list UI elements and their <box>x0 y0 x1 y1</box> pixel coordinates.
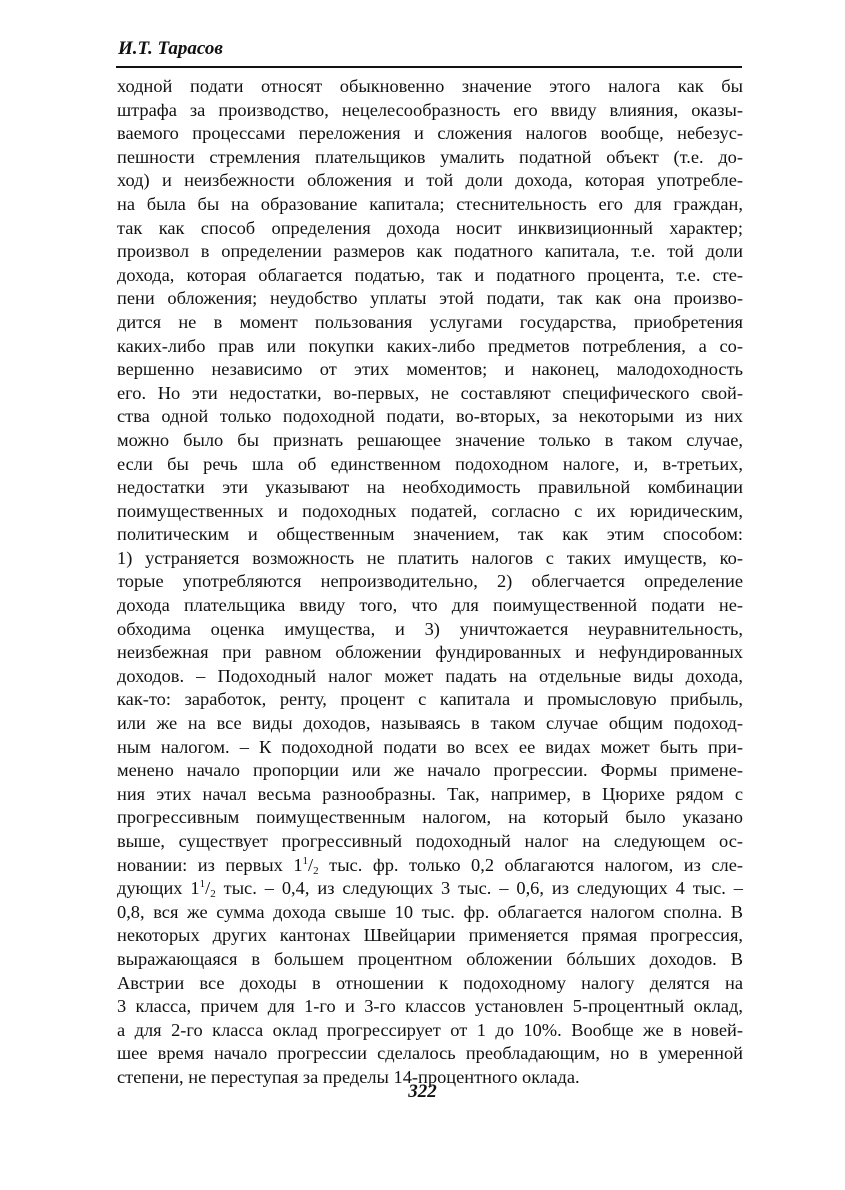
fraction-1-denominator: 2 <box>313 864 319 877</box>
text-line: каких-либо прав или покупки каких-либо предметов потребления, а со- <box>117 335 743 356</box>
text-line: дохода плательщика ввиду того, что для поимущественной подати не- <box>117 595 743 616</box>
text-line: политическим и общественным значением, так как этим способом: <box>117 524 743 545</box>
text-line: обходима оценка имущества, и 3) уничтожается неуравнительность, <box>117 618 743 639</box>
page-number: 322 <box>408 1081 437 1102</box>
text-line: прогрессивным поимущественным налогом, на который было указано <box>117 807 743 828</box>
text-line: на была бы на образование капитала; стеснительность его для граждан, <box>117 193 743 214</box>
fraction-1-after: тыс. фр. только 0,2 облагаются налогом, из сле- <box>318 854 743 875</box>
fraction-2-before: дующих 1 <box>117 878 200 899</box>
text-line: ства одной только подоходной подати, во-вторых, за некоторыми из них <box>117 406 743 427</box>
text-line: торые употребляются непроизводительно, 2) облегчается определение <box>117 571 743 592</box>
text-line: выше, существует прогрессивный подоходный налог на следующем ос- <box>117 831 743 851</box>
text-line: или же на все виды доходов, называясь в таком случае общим подоход- <box>117 713 743 734</box>
text-line: как-то: заработок, ренту, процент с капитала и промысловую прибыль, <box>117 689 743 710</box>
text-line: его. Но эти недостатки, во-первых, не составляют специфического свой- <box>117 382 743 403</box>
text-line: ходной подати относят обыкновенно значение этого налога как бы <box>117 76 743 96</box>
text-line: 1) устраняется возможность не платить налогов с таких имуществ, ко- <box>117 547 743 568</box>
text-line: поимущественных и подоходных податей, согласно с их юридическим, <box>117 500 743 521</box>
body-text <box>117 75 743 1090</box>
text-line: пени обложения; неудобство уплаты этой подати, так как она произво- <box>117 288 743 309</box>
body-lines-bottom <box>117 901 743 1090</box>
running-header-author: И.Т. Тарасов <box>118 38 223 59</box>
text-line: 3 класса, причем для 1-го и 3-го классов установлен 5-процентный оклад, <box>117 996 743 1017</box>
text-line: менено начало пропорции или же начало прогрессии. Формы примене- <box>117 760 743 781</box>
text-line: штрафа за производство, нецелесообразность его ввиду влияния, оказы- <box>117 99 743 120</box>
text-line: некоторых других кантонах Швейцарии применяется прямая прогрессия, <box>117 925 743 946</box>
text-line-fraction-2: дующих $1^1/_2$ тыс. – 0,4, из следующих 3 тыс. – 0,6, из следующих 4 тыс. – <box>117 878 743 901</box>
text-line: ным налогом. – К подоходной подати во всех ее видах может быть при- <box>117 736 743 757</box>
header-rule <box>116 66 742 68</box>
text-line: произвол в определении размеров как податного капитала, т.е. той доли <box>117 241 743 262</box>
text-line: выражающаяся в большем процентном обложении бóльших доходов. В <box>117 948 743 969</box>
text-line: дится не в момент пользования услугами государства, приобретения <box>117 311 743 332</box>
text-line: степени, не переступая за пределы 14-процентного оклада. <box>117 1066 580 1087</box>
fraction-2-numerator: 1 <box>199 878 206 891</box>
fraction-1-numerator: 1 <box>302 854 309 867</box>
text-line: если бы речь шла об единственном подоходном налоге, и, в-третьих, <box>117 453 743 474</box>
text-line: так как способ определения дохода носит инквизиционный характер; <box>117 217 743 238</box>
text-line: 0,8, вся же сумма дохода свыше 10 тыс. фр. облагается налогом сполна. В <box>117 901 743 922</box>
text-line: шее время начало прогрессии сделалось преобладающим, но в умеренной <box>117 1043 743 1064</box>
text-line: ваемого процессами переложения и сложения налогов вообще, небезус- <box>117 123 743 144</box>
text-line: недостатки эти указывают на необходимость правильной комбинации <box>117 477 743 498</box>
fraction-2-denominator: 2 <box>210 888 216 901</box>
text-line: неизбежная при равном обложении фундированных и нефундированных <box>117 642 743 663</box>
text-line-fraction-1: новании: из первых $1^1/_2$ тыс. фр. только 0,2 облагаются налогом, из сле- <box>117 854 743 877</box>
fraction-1-before: новании: из первых 1 <box>117 854 303 875</box>
text-line: пешности стремления плательщиков умалить податной объект (т.е. до- <box>117 146 743 167</box>
text-line: ход) и неизбежности обложения и той доли дохода, которая употребле- <box>117 170 743 191</box>
fraction-2-after: тыс. – 0,4, из следующих 3 тыс. – 0,6, из следующих 4 тыс. – <box>215 878 743 899</box>
text-line: а для 2-го класса оклад прогрессирует от 1 до 10%. Вообще же в новей- <box>117 1019 743 1040</box>
text-line: Австрии все доходы в отношении к подоходному налогу делятся на <box>117 972 743 993</box>
text-line: ния этих начал весьма разнообразны. Так, например, в Цюрихе рядом с <box>117 783 743 804</box>
text-line: доходов. – Подоходный налог может падать на отдельные виды дохода, <box>117 665 743 686</box>
text-line: вершенно независимо от этих моментов; и наконец, малодоходность <box>117 359 743 380</box>
text-line: дохода, которая облагается податью, так и податного процента, т.е. сте- <box>117 264 743 285</box>
text-line: можно было бы признать решающее значение только в таком случае, <box>117 429 743 450</box>
body-lines-top <box>117 75 743 854</box>
